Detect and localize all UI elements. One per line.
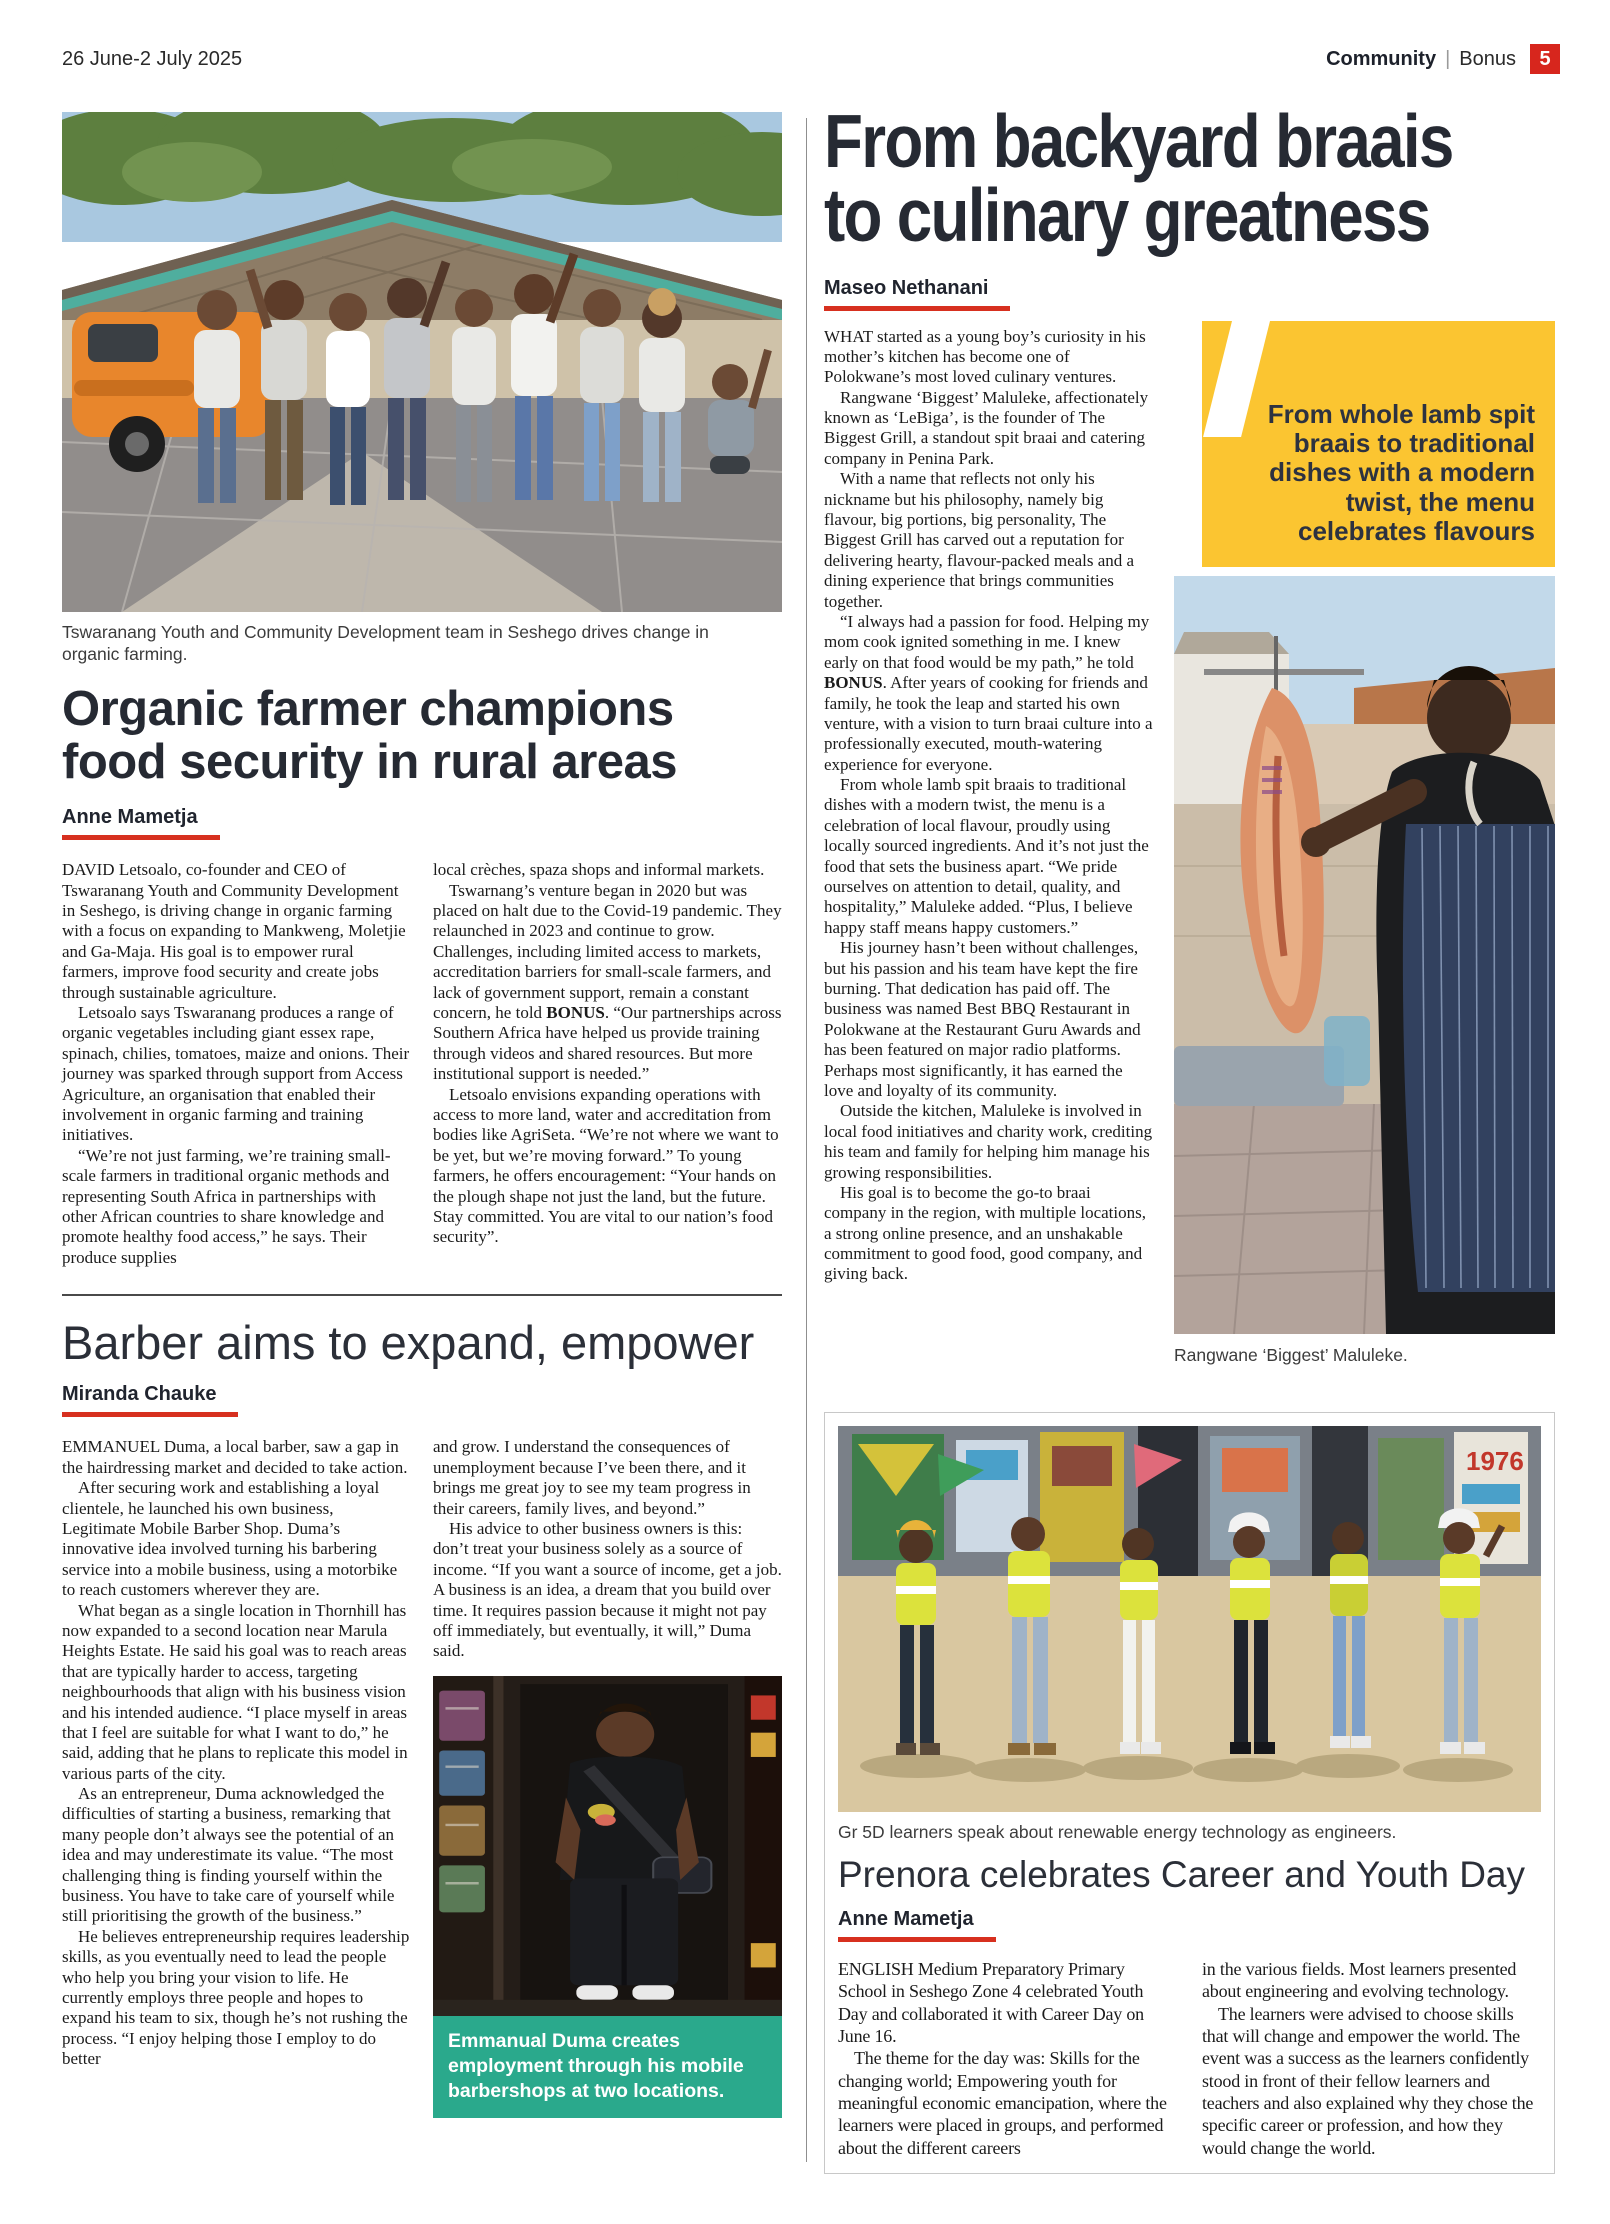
body-paragraph: Letsoalo envisions expanding operations with access to more land, water and accreditation from bodies like AgriSeta. “We’re not where we want to be yet, but we’re moving forward.” To young farmers, he offers encouragement: “Your hands on the plough shape not just the land, but the future. Stay committed. You are vital to our nation’s food security”. <box>433 1084 779 1247</box>
body-paragraph: in the various fields. Most learners presented about engineering and evolving technology. <box>1202 1959 1517 2002</box>
paragraph-text: . “Our partnerships across Southern Africa have helped us provide training through videos and shared resources. But more institutional support is needed.” <box>433 1003 782 1084</box>
body-paragraph: EMMANUEL Duma, a local barber, saw a gap in the hairdressing market and decided to take action. <box>62 1437 408 1477</box>
braai-article-body <box>824 326 1555 1365</box>
issue-date: 26 June-2 July 2025 <box>62 47 243 70</box>
braai-byline: Maseo Nethanani <box>824 277 1010 311</box>
body-paragraph: His journey hasn’t been without challenges, but his passion and his team have kept the fire burning. That dedication has paid off. The business was named Best BBQ Restaurant in Polokwane at the Restaurant Guru Awards and has been featured on major radio platforms. Perhaps most significantly, it has earned the love and loyalty of its community. <box>824 938 1141 1100</box>
paragraph-text: . After years of cooking for friends and family, he took the leap and started his own venture, with a vision to turn braai culture into a professionally executed, mouth-watering experience for everyone. <box>824 673 1153 774</box>
body-paragraph: The theme for the day was: Skills for the changing world; Empowering youth for meaningful economic emancipation, where the learners were placed in groups, and performed about the different careers <box>838 2048 1167 2158</box>
prenora-column-2 <box>1202 1958 1540 2159</box>
body-paragraph: DAVID Letsoalo, co-founder and CEO of Tswaranang Youth and Community Development in Seshego, is driving change in organic farming with a focus on expanding to Mankweng, Moletjie and Ga-Maja. His goal is to empower rural farmers, improve food security and create jobs through sustainable agriculture. <box>62 860 406 1002</box>
braai-text-column <box>824 327 1154 1285</box>
section-label: Community <box>1326 47 1437 70</box>
organic-column-2 <box>433 860 782 1268</box>
body-paragraph: The learners were advised to choose skills that will change and empower the world. The event was a success as the learners confidently stood in front of their fellow learners and teachers and also explained why they chose the specific career or profession, and how they would change the world. <box>1202 2003 1534 2158</box>
lead-photo-caption: Tswaranang Youth and Community Development team in Seshego drives change in organic farming. <box>62 622 709 665</box>
left-column-block <box>62 112 782 2118</box>
barber-column-2 <box>433 1437 782 2117</box>
barber-photo-caption: Emmanual Duma creates employment through his mobile barbershops at two locations. <box>433 2016 782 2118</box>
bonus-brand-text: BONUS <box>546 1003 605 1023</box>
barber-article-headline: Barber aims to expand, empower <box>62 1316 755 1370</box>
learners-photo <box>838 1426 1541 1812</box>
organic-byline: Anne Mametja <box>62 806 220 840</box>
pull-quote-box <box>1202 321 1555 567</box>
body-paragraph: His advice to other business owners is this: don’t treat your business solely as a source of income. “If you want a source of income, get a job. A business is an idea, a dream that you build over time. It requires passion because it might not pay off immediately, but eventually, it will,” Duma said. <box>433 1519 782 1661</box>
paragraph-text: Tswarnang’s venture began in 2020 but was placed on halt due to the Covid-19 pandemic. They relaunched in 2023 and continue to grow. Challenges, including limited access to markets, accreditation barriers for small-scale farmers, and lack of government support, remain a constant concern, he told <box>433 880 782 1023</box>
lead-photo <box>62 112 782 612</box>
barber-article-body <box>62 1437 782 2117</box>
maluleke-photo <box>1174 576 1555 1334</box>
body-paragraph: Outside the kitchen, Maluleke is involved in local food initiatives and charity work, crediting his team and family for helping him manage his growing responsibilities. <box>824 1101 1153 1182</box>
body-paragraph: and grow. I understand the consequences of unemployment because I’ve been there, and it brings me great joy to see my team progress in their careers, family lives, and beyond.” <box>433 1437 751 1518</box>
youth-day-section <box>824 1412 1555 2174</box>
body-paragraph: From whole lamb spit braais to traditional dishes with a modern twist, the menu is a celebration of local flavour, proudly using locally sourced ingredients. And it’s not just the food that sets the business apart. “We pride ourselves on attention to detail, quality, and hospitality,” Maluleke added. “Plus, I believe happy staff means happy customers.” <box>824 775 1149 937</box>
braai-article-headline <box>824 99 1453 258</box>
prenora-article-body <box>838 1958 1541 2159</box>
body-paragraph: As an entrepreneur, Duma acknowledged the difficulties of starting a business, remarking that many people don’t always see the potential of an idea and may underestimate its value. “The most challenging thing is finding yourself within the business. You have to take care of yourself while still prioritising the growth of the business.” <box>62 1784 395 1926</box>
organic-column-1 <box>62 860 411 1268</box>
body-paragraph: WHAT started as a young boy’s curiosity in his mother’s kitchen has become one of Polokwane’s most loved culinary ventures. <box>824 326 1146 387</box>
barber-byline: Miranda Chauke <box>62 1383 238 1417</box>
headline-line-2: to culinary greatness <box>824 173 1430 258</box>
prenora-article-headline: Prenora celebrates Career and Youth Day <box>838 1854 1525 1896</box>
body-paragraph: His goal is to become the go-to braai company in the region, with multiple locations, a strong online presence, and an unshakable commitment to good food, good company, and giving back. <box>824 1182 1146 1284</box>
body-paragraph <box>824 612 1154 775</box>
body-paragraph: After securing work and establishing a loyal clientele, he launched his own business, Legitimate Mobile Barber Shop. Duma’s innovative idea involved turning his barbering service into a mobile business, using a motorbike to reach customers wherever they are. <box>62 1478 398 1600</box>
page-number-badge: 5 <box>1530 44 1560 74</box>
photo-poster-text: 1976 <box>1466 1446 1524 1476</box>
prenora-byline: Anne Mametja <box>838 1908 996 1942</box>
prenora-column-1 <box>838 1958 1176 2159</box>
barber-column-1 <box>62 1437 411 2117</box>
body-paragraph: He believes entrepreneurship requires leadership skills, as you eventually need to lead the people who help you bring your vision to life. He currently employs three people and hopes to expand his team to six, though he’s not rushing the process. “I enjoy helping those I employ to do better <box>62 1926 410 2069</box>
body-paragraph: Letsoalo says Tswaranang produces a range of organic vegetables including giant essex rape, spinach, chilies, tomatoes, maize and onions. Their journey was sparked through support from Access Agriculture, an organisation that enabled their involvement in organic farming and training initiatives. <box>62 1003 410 1145</box>
body-paragraph: ENGLISH Medium Preparatory Primary School in Seshego Zone 4 celebrated Youth Day and collaborated it with Career Day on June 16. <box>838 1959 1144 2046</box>
barber-photo <box>433 1676 782 2016</box>
body-paragraph: “We’re not just farming, we’re training small-scale farmers in traditional organic methods and representing South Africa in partnerships with other African countries to share knowledge and promote healthy food access,” he says. Their produce supplies <box>62 1145 391 1267</box>
page-header <box>62 44 1560 74</box>
pull-quote-text: From whole lamb spit braais to traditional dishes with a modern twist, the menu celebrates flavours <box>1267 398 1535 547</box>
maluleke-photo-caption: Rangwane ‘Biggest’ Maluleke. <box>1174 1344 1408 1365</box>
edition-label: Bonus <box>1459 47 1516 70</box>
section-block <box>1326 44 1560 74</box>
organic-article-body <box>62 860 782 1268</box>
body-paragraph: With a name that reflects not only his nickname but his philosophy, namely big flavour, big portions, big personality, The Biggest Grill has carved out a reputation for delivering hearty, flavour-packed meals and a dining experience that brings communities together. <box>824 469 1135 611</box>
right-column-block <box>824 99 1555 1365</box>
column-divider <box>806 118 807 2162</box>
learners-photo-caption: Gr 5D learners speak about renewable energy technology as engineers. <box>838 1822 1397 1842</box>
body-paragraph: local crèches, spaza shops and informal markets. <box>433 860 765 880</box>
body-paragraph <box>433 881 782 1085</box>
section-separator: | <box>1445 47 1451 70</box>
braai-right-rail <box>1174 321 1555 1366</box>
organic-article-headline: Organic farmer champions food security in rural areas <box>62 682 678 789</box>
section-divider-rule <box>62 1294 782 1296</box>
headline-line-1: From backyard braais <box>824 99 1453 183</box>
body-paragraph: What began as a single location in Thornhill has now expanded to a second location near Marula Heights Estate. He said his goal was to reach areas that are typically harder to access, targeting neighbourhoods that align with his business vision and his intended audience. “I place myself in areas that I feel are suitable for what I want to do,” he said, adding that he plans to replicate this model in various parts of the city. <box>62 1600 408 1783</box>
body-paragraph: Rangwane ‘Biggest’ Maluleke, affectionately known as ‘LeBiga’, is the founder of The Biggest Grill, a standout spit braai and catering company in Penina Park. <box>824 387 1149 468</box>
bonus-brand-text: BONUS <box>824 673 883 693</box>
paragraph-text: “I always had a passion for food. Helping my mom cook ignited something in me. I knew early on that food would be my path,” he told <box>824 611 1150 672</box>
